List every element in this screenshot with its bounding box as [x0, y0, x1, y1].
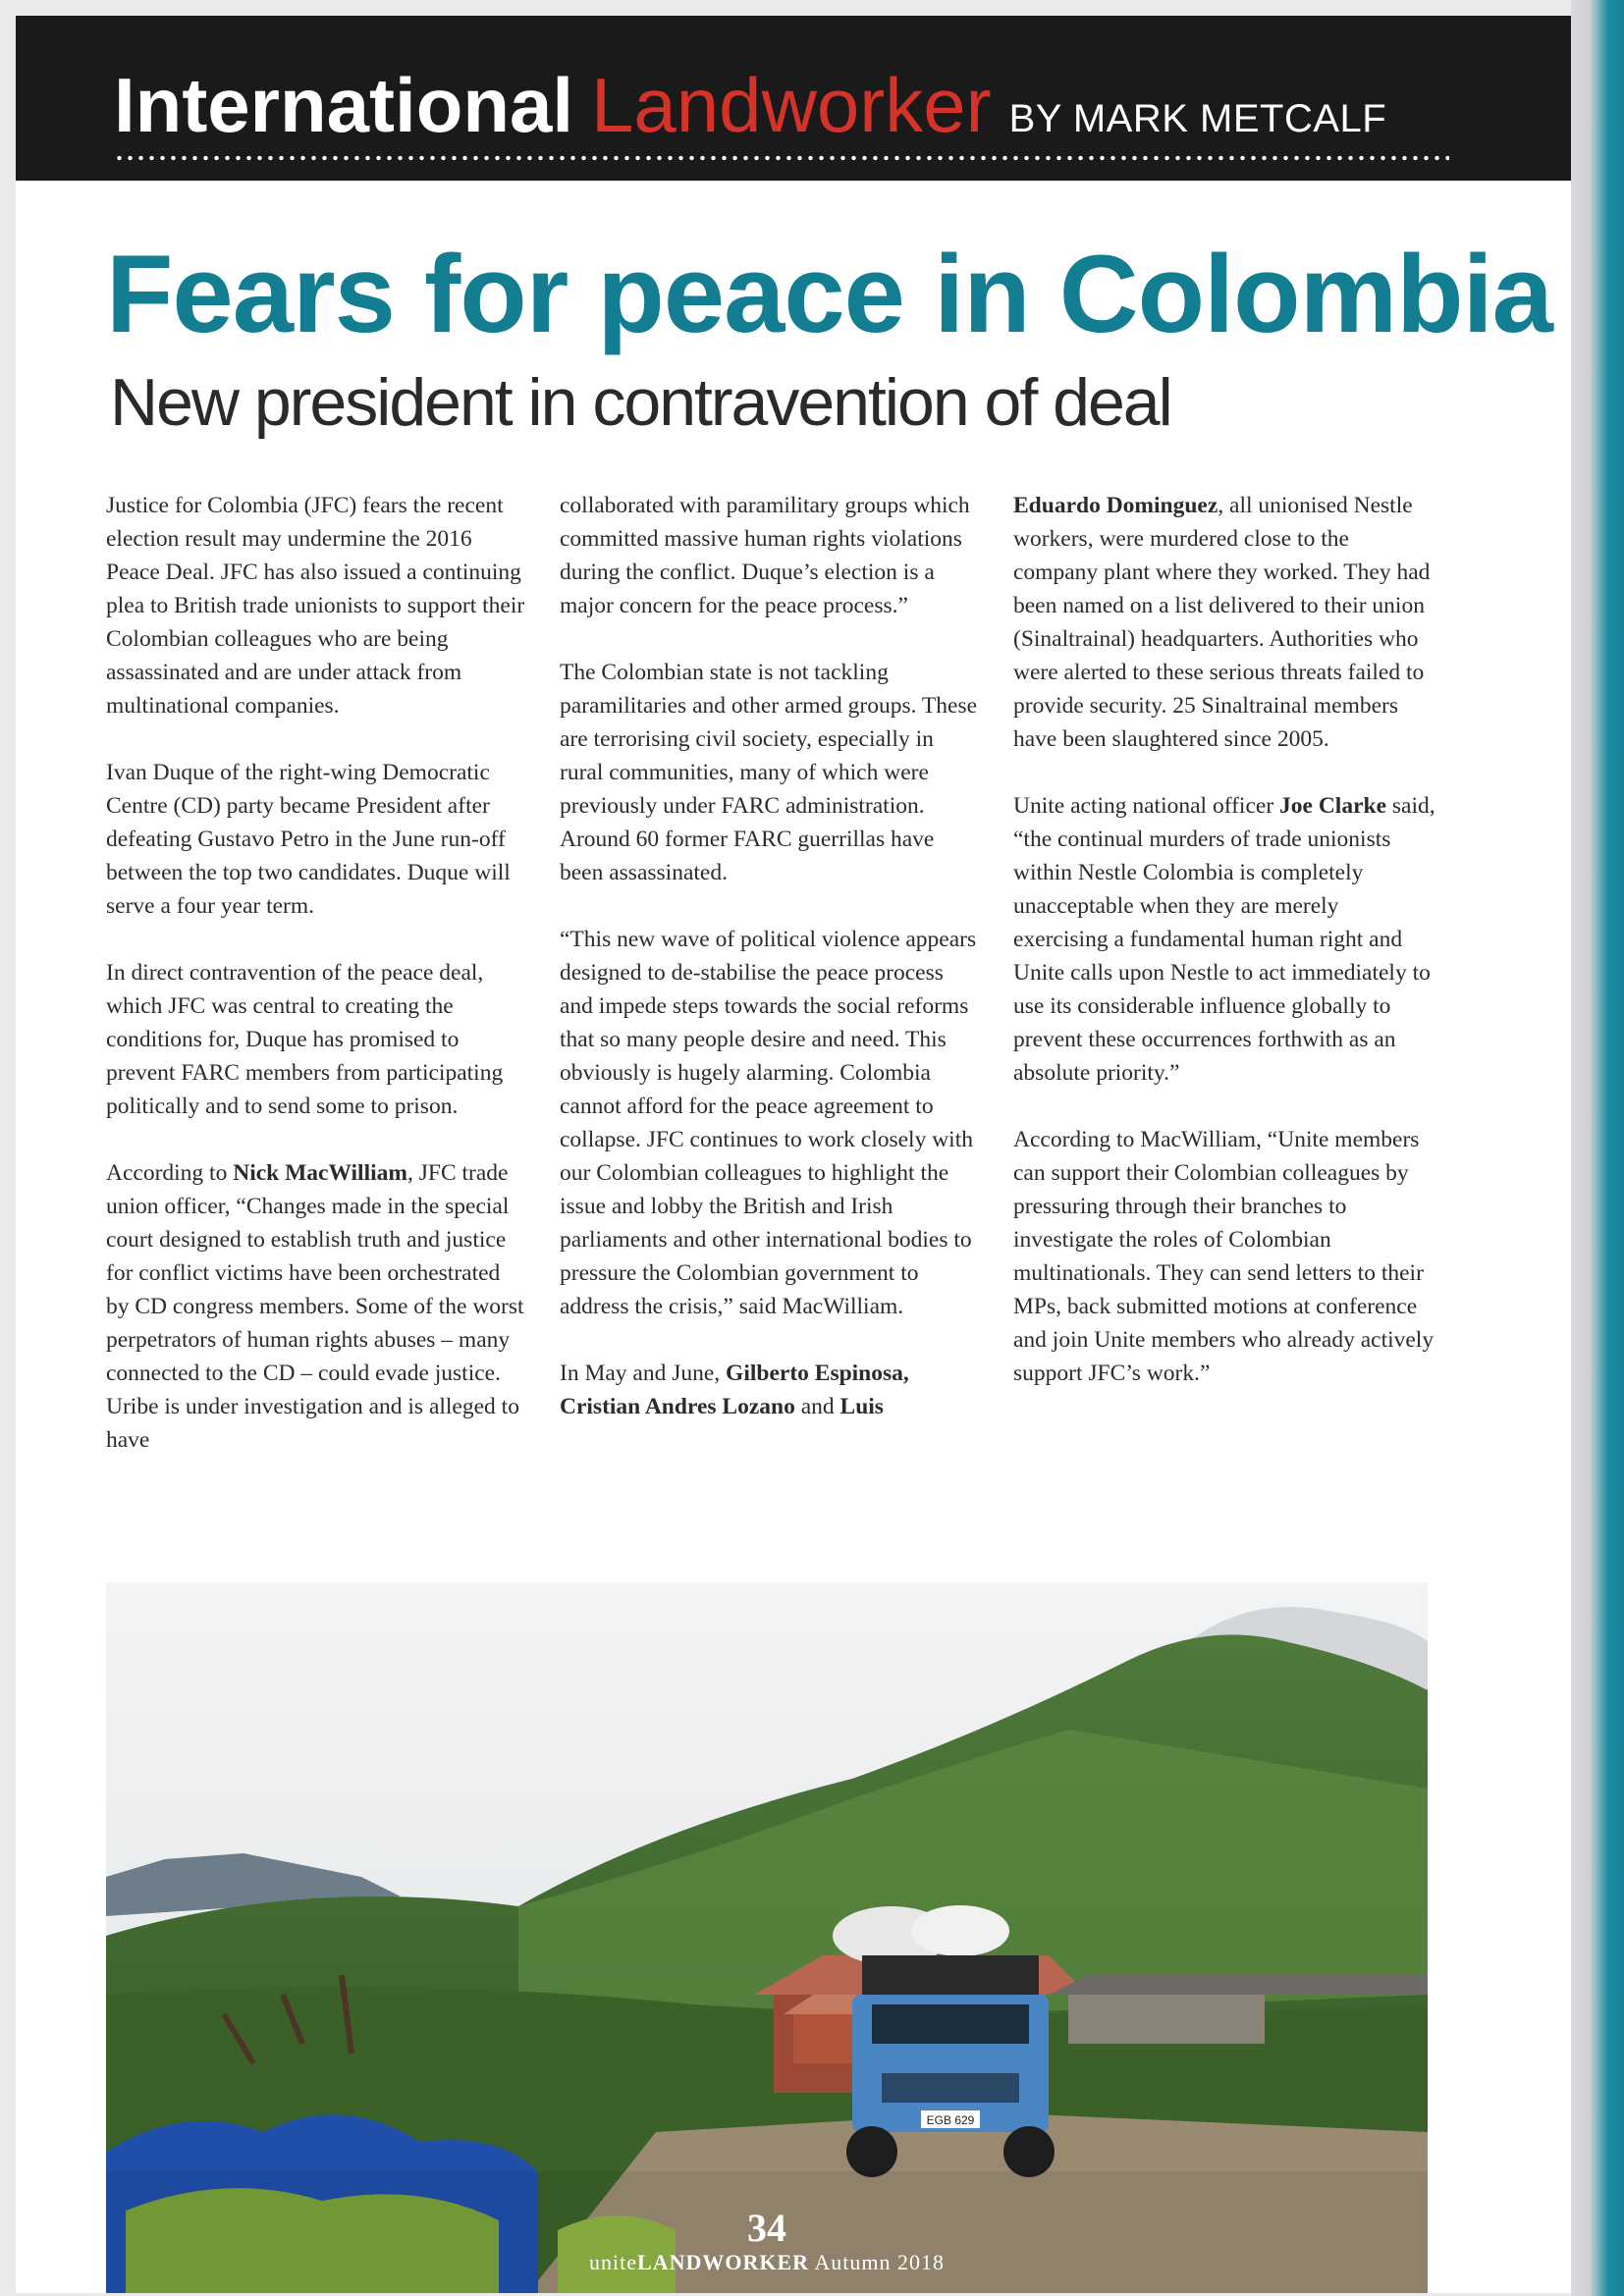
article-column-2 [560, 489, 982, 1457]
landscape-photo [106, 1582, 1428, 2293]
person-name: Luis [839, 1394, 884, 1419]
section-banner [16, 16, 1571, 181]
jeep-wheel [846, 2126, 897, 2177]
jeep-windshield [872, 2004, 1029, 2044]
section-title-red: Landworker [591, 62, 992, 148]
text-run: , JFC trade union officer, “Changes made in the special court designed to establish truth and justice for conflict victims have been orchestrated by CD congress members. Some of the worst perpetrators of human rights abuses – many connected to the CD – could evade justice. Uribe is under investigation and is alleged to have [106, 1160, 524, 1453]
page-number: 34 [747, 2206, 786, 2250]
paragraph: According to MacWilliam, “Unite members can support their Colombian colleagues by pressuring through their branches to investigate the roles of Colombian multinationals. They can send letters to their MPs, back submitted motions at conference and join Unite members who already actively support JFC’s work.” [1013, 1127, 1435, 1386]
jeep-wheel [1003, 2126, 1055, 2177]
shed [1068, 1995, 1265, 2044]
paragraph: collaborated with paramilitary groups which committed massive human rights violations during the conflict. Duque’s election is a major concern for the peace process.” [560, 493, 970, 618]
paragraph: Ivan Duque of the right-wing Democratic Centre (CD) party became President after defeating Gustavo Petro in the June run-off between the top two candidates. Duque will serve a four year term. [106, 760, 511, 919]
text-run: , all unionised Nestle workers, were murdered close to the company plant where they worked. They had been named on a list delivered to their union (Sinaltrainal) headquarters. Authorities who were alerted to these serious threats failed to provide security. 25 Sinaltrainal members have been slaughtered since 2005. [1013, 493, 1431, 752]
byline: BY MARK METCALF [1008, 97, 1387, 140]
paragraph: “This new wave of political violence appears designed to de-stabilise the peace process and impede steps towards the social reforms that so many people desire and need. This obviously is hugely alarming. Colombia cannot afford for the peace agreement to collapse. JFC continues to work closely with our Colombian colleagues to highlight the issue and lobby the British and Irish parliaments and other international bodies to pressure the Colombian government to address the crisis,” said MacWilliam. [560, 927, 977, 1319]
magazine-name: LANDWORKER [637, 2250, 810, 2274]
text-run: and [794, 1394, 840, 1419]
paragraph [106, 1156, 528, 1457]
issue-label: Autumn 2018 [814, 2250, 945, 2274]
text-run: According to [106, 1160, 234, 1186]
dotted-rule [114, 155, 1449, 161]
paragraph: The Colombian state is not tackling paramilitaries and other armed groups. These are terrorising civil society, especially in rural communities, many of which were previously under FARC administration. Around 60 former FARC guerrillas have been assassinated. [560, 660, 978, 885]
section-title-white: International [114, 62, 574, 148]
magazine-page [16, 16, 1571, 2293]
jeep-roof-rack [862, 1955, 1039, 1995]
magazine-prefix: unite [589, 2250, 638, 2274]
jeep-plate-text: EGB 629 [926, 2113, 975, 2127]
cargo-sacks [911, 1905, 1009, 1956]
text-run: said, “the continual murders of trade unionists within Nestle Colombia is completely unacceptable when they are merely exercising a fundamental human right and Unite calls upon Nestle to act immediately to use its considerable influence globally to prevent these occurrences forthwith as an absolute priority.” [1013, 793, 1435, 1086]
person-name: Joe Clarke [1279, 793, 1387, 819]
paragraph [1013, 489, 1435, 756]
jeep-grille [882, 2073, 1019, 2103]
magazine-footer [106, 2250, 1428, 2275]
paragraph: Justice for Colombia (JFC) fears the recent election result may undermine the 2016 Peace Deal. JFC has also issued a continuing plea to British trade unionists to support their Colombian colleagues who are being assassinated and are under attack from multinational companies. [106, 493, 525, 719]
paragraph [1013, 789, 1435, 1090]
magazine-spine [1571, 0, 1624, 2296]
person-name: Eduardo Dominguez [1013, 493, 1218, 518]
article-column-1 [106, 489, 528, 1490]
text-run: Unite acting national officer [1013, 793, 1280, 819]
headline: Fears for peace in Colombia [106, 233, 1552, 355]
subheadline: New president in contravention of deal [110, 365, 1171, 440]
paragraph [560, 1357, 982, 1423]
person-name: Nick MacWilliam [233, 1160, 407, 1186]
photo-illustration [106, 1582, 1428, 2293]
paragraph: In direct contravention of the peace deal, which JFC was central to creating the conditions for, Duque has promised to prevent FARC members from participating politically and to send some to prison. [106, 960, 504, 1119]
text-run: In May and June, [560, 1361, 727, 1386]
section-title [114, 62, 1387, 148]
shed-roof [1049, 1975, 1428, 1995]
article-column-3 [1013, 489, 1435, 1423]
person-name: Gilberto Espinosa, Cristian Andres Lozano [560, 1361, 909, 1419]
